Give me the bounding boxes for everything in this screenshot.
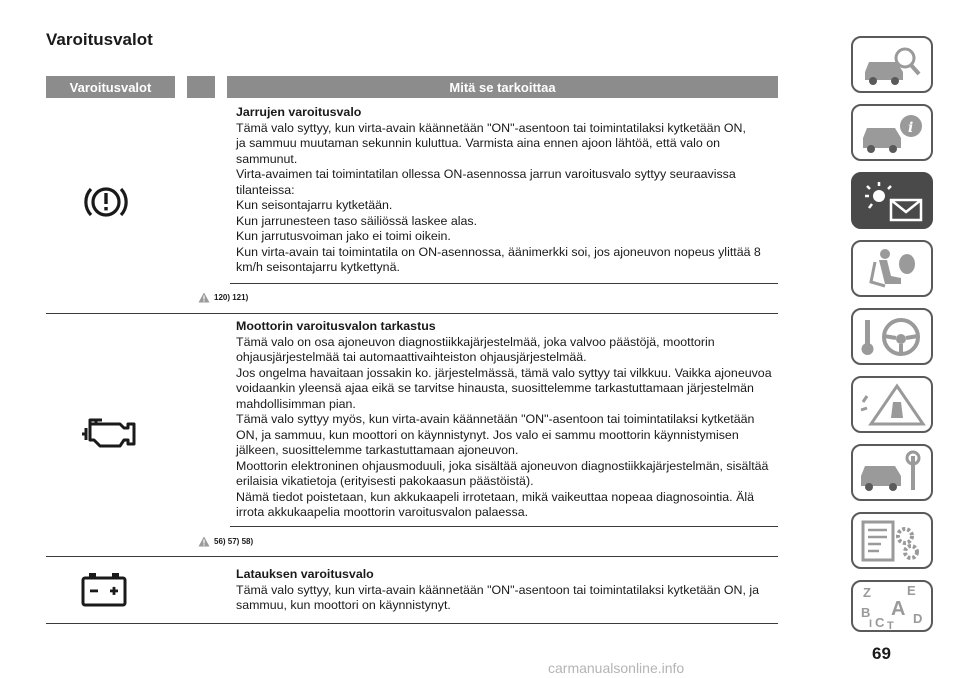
text-line: Kun jarrutusvoiman jako ei toimi oikein. <box>236 229 451 243</box>
car-search-icon <box>857 42 927 88</box>
tab-starting-driving[interactable] <box>851 308 933 365</box>
text-line: tilanteissa: <box>236 182 295 197</box>
header-spacer <box>187 76 215 98</box>
index-letter: T <box>887 620 894 629</box>
brake-warning-icon <box>80 176 132 228</box>
text-line: sammuu, kun moottori on käynnistynyt. <box>236 598 451 612</box>
text-line: Virta-avaimen tai toimintatilan ollessa ON-asennossa jarrun varoitusvalo syttyy seuraavissa <box>236 167 736 181</box>
text-line: mahdollisimman pian. <box>236 396 356 411</box>
text-line: km/h seisontajarru kytkettynä. <box>236 260 400 274</box>
text-line: Jos ongelma havaitaan jossakin ko. järjestelmässä, tämä valo syttyy tai vilkkuu. Vaikka ajoneuvoa <box>236 365 772 380</box>
car-info-icon <box>857 110 927 156</box>
engine-check-icon <box>80 414 138 454</box>
page-number: 69 <box>872 644 891 663</box>
text-line: Kun jarrunesteen taso säiliössä laskee alas. <box>236 213 478 228</box>
divider <box>46 556 778 557</box>
index-letter: B <box>861 605 871 620</box>
tab-car-search[interactable] <box>851 36 933 93</box>
index-letter: Z <box>863 585 871 600</box>
section-engine-text <box>236 319 776 521</box>
tab-warning-lights[interactable] <box>851 172 933 229</box>
warning-triangle-icon <box>198 536 210 547</box>
section-notes <box>198 292 248 303</box>
page-title: Varoitusvalot <box>46 30 153 49</box>
alphabetical-index-icon <box>857 583 927 629</box>
watermark: carmanualsonline.info <box>548 660 685 676</box>
text-line: sammunut. <box>236 151 298 166</box>
warning-triangle-icon <box>198 292 210 303</box>
text-line: Tämä valo syttyy myös, kun virta-avain käännetään "ON"-asentoon tai toimintatilaksi kytketään <box>236 412 755 426</box>
document-gears-icon <box>857 518 927 564</box>
table-header <box>46 76 778 98</box>
notes-refs: 120) 121) <box>214 293 249 302</box>
index-letter: C <box>875 615 885 629</box>
text-line: Kun virta-avain tai toimintatila on ON-asennossa, äänimerkki soi, jos ajoneuvon nopeus ylittää 8 <box>236 244 761 259</box>
tab-technical-data[interactable] <box>851 512 933 569</box>
section-title: Jarrujen varoitusvalo <box>236 105 362 119</box>
warning-lights-mail-icon <box>857 178 927 224</box>
text-line: Kun seisontajarru kytketään. <box>236 198 393 212</box>
text-line: Tämä valo syttyy, kun virta-avain käännetään "ON"-asentoon tai toimintatilaksi kytketään ON, ja <box>236 582 760 597</box>
index-letter: E <box>907 583 916 598</box>
text-line: ja sammuu muutaman sekunnin kuluttua. Varmista aina ennen ajoon lähtöä, että valo on <box>236 136 720 150</box>
col-icon-header: Varoitusvalot <box>46 76 175 98</box>
col-meaning-header: Mitä se tarkoittaa <box>227 76 778 98</box>
section-brake-text <box>236 105 776 276</box>
text-line: ON, ja sammuu, kun moottori on käynnistynyt. Jos valo ei sammu moottorin käynnistymisen <box>236 427 739 442</box>
text-line: irrota akkukaapelia moottorin varoitusvalon palaessa. <box>236 505 529 519</box>
index-letter: I <box>869 618 873 629</box>
airbag-seat-icon <box>857 246 927 292</box>
text-line: Tämä valo on osa ajoneuvon diagnostiikkajärjestelmää, joka valvoo päästöjä, moottorin <box>236 334 715 349</box>
divider <box>46 623 778 624</box>
key-steering-wheel-icon <box>857 314 927 360</box>
battery-charge-icon <box>80 570 128 608</box>
index-letter: D <box>913 611 923 626</box>
car-wrench-icon <box>857 450 927 496</box>
divider <box>46 313 778 314</box>
divider <box>230 526 778 527</box>
text-line: voidaankin yleensä ajaa eikä se tarvitse hinausta, suosittelemme tarkastuttamaan järjestelmän <box>236 381 754 395</box>
section-battery-text <box>236 567 776 614</box>
tab-car-info[interactable] <box>851 104 933 161</box>
road-warning-triangle-icon <box>857 382 927 428</box>
divider <box>230 283 778 284</box>
index-letter: A <box>891 598 906 620</box>
text-line: Tämä valo syttyy, kun virta-avain käännetään "ON"-asentoon tai toimintatilaksi kytketään ON, <box>236 120 746 135</box>
svg-text:i: i <box>908 119 914 136</box>
section-title: Moottorin varoitusvalon tarkastus <box>236 319 436 333</box>
section-title: Latauksen varoitusvalo <box>236 567 374 581</box>
text-line: Nämä tiedot poistetaan, kun akkukaapeli irrotetaan, mikä vaikeuttaa nopeaa diagnosointia. Älä <box>236 489 754 504</box>
notes-refs: 56) 57) 58) <box>214 537 254 546</box>
text-line: erilaisia vikatietoja (erityisesti pakokaasun päästöistä). <box>236 474 534 488</box>
text-line: Moottorin elektroninen ohjausmoduuli, joka sisältää ajoneuvon diagnostiikkajärjestelmän, sisältää <box>236 458 769 473</box>
tab-index[interactable] <box>851 580 933 632</box>
section-notes <box>198 536 253 547</box>
tab-emergency[interactable] <box>851 376 933 433</box>
text-line: ohjausjärjestelmää tai automaattivaihteiston ohjausjärjestelmää. <box>236 350 587 364</box>
tab-maintenance[interactable] <box>851 444 933 501</box>
text-line: jälkeen, suosittelemme tarkastuttamaan ajoneuvon. <box>236 443 519 457</box>
tab-safety[interactable] <box>851 240 933 297</box>
